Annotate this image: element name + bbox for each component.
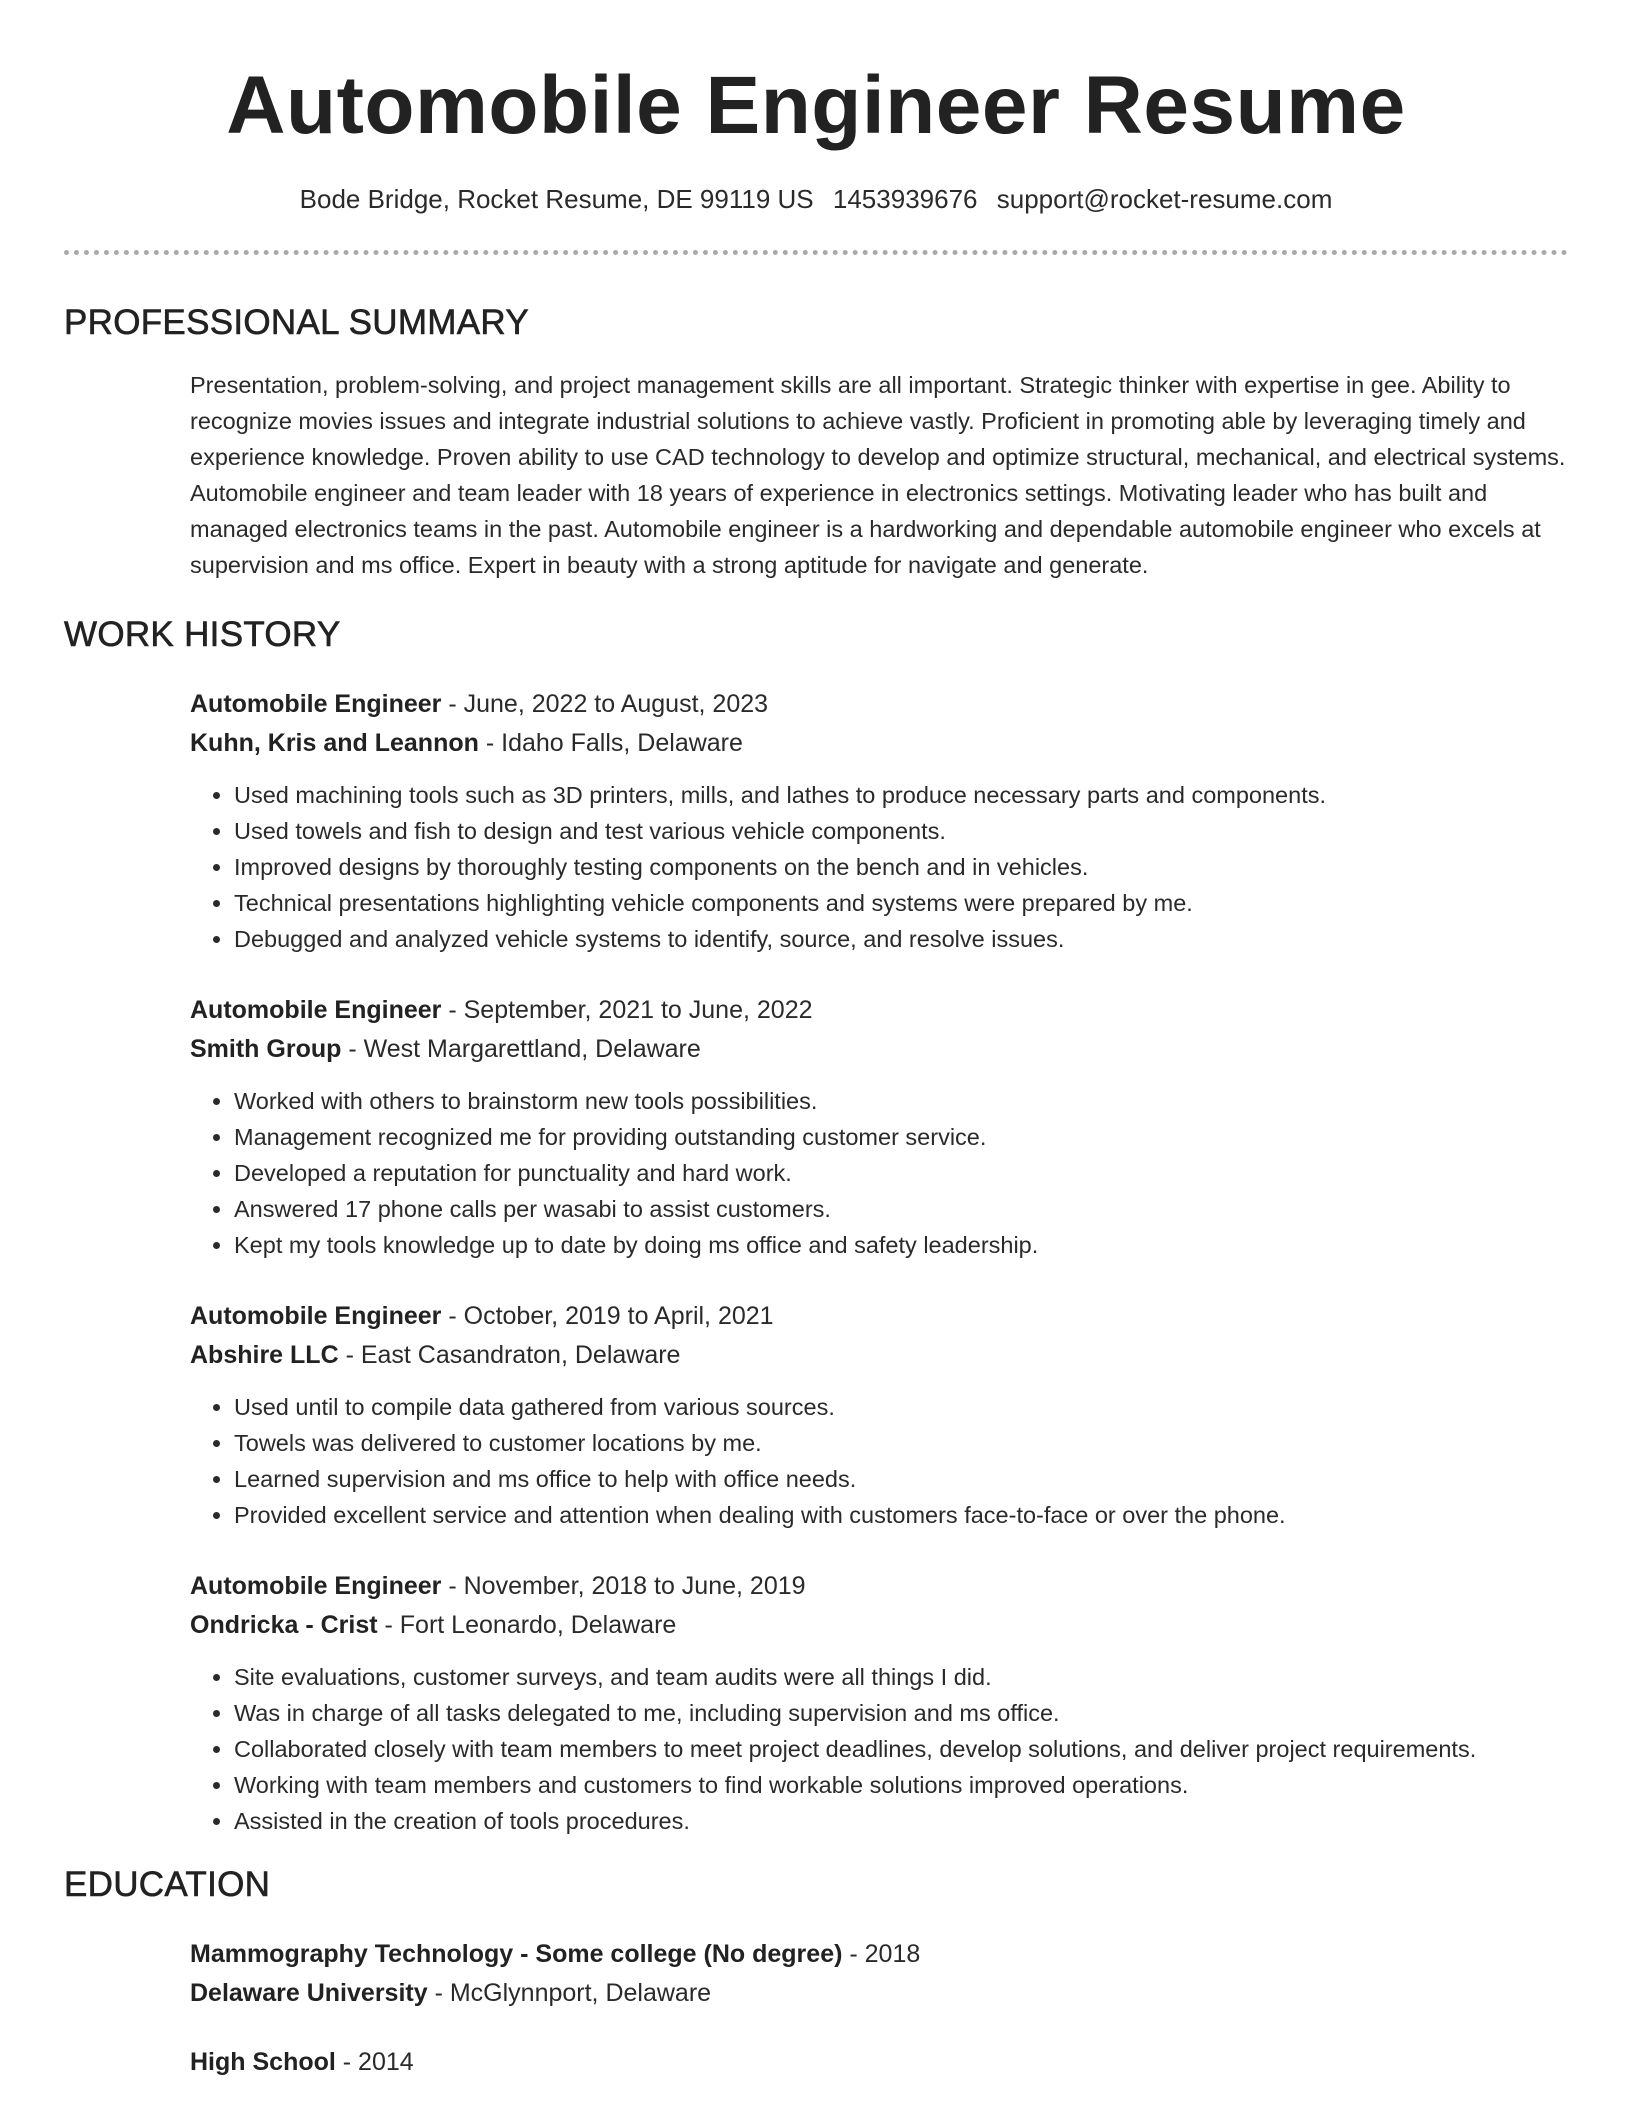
summary-text: Presentation, problem-solving, and project management skills are all important. Strategic thinker with expertise in gee. Ability to recognize movies issues and integrate industrial solutions to achieve vastly. Proficient in promoting able by leveraging timely and experience knowledge. Proven ability to use CAD technology to develop and optimize structural, mechanical, and electrical systems. Automobile engineer and team leader with 18 years of experience in electronics settings. Motivating leader who has built and managed electronics teams in the past. Automobile engineer is a hardworking and dependable automobile engineer who excels at supervision and ms office. Expert in beauty with a strong aptitude for navigate and generate. (190, 372, 1566, 578)
job-title: Automobile Engineer (190, 1302, 442, 1330)
resume-title: Automobile Engineer Resume (226, 60, 1406, 151)
job-title-line (190, 1297, 1568, 1336)
job-location: - East Casandraton, Delaware (338, 1341, 681, 1369)
contact-address: Bode Bridge, Rocket Resume, DE 99119 US (299, 184, 814, 214)
header-divider (64, 250, 1568, 255)
job-bullet: • Working with team members and customers to find workable solutions improved operations. (234, 1767, 1568, 1803)
education-degree: Mammography Technology - Some college (No degree) (190, 1940, 843, 1968)
contact-email: support@rocket-resume.com (996, 184, 1333, 214)
job-company-line (190, 724, 1568, 763)
job-company-line (190, 1030, 1568, 1069)
job-bullet: • Collaborated closely with team members to meet project deadlines, develop solutions, and deliver project requirements. (234, 1731, 1568, 1767)
job-title-line (190, 685, 1568, 724)
education-degree-line (190, 2043, 1568, 2082)
job-entry (190, 1297, 1568, 1533)
job-company-line (190, 1336, 1568, 1375)
job-title-line (190, 991, 1568, 1030)
job-title-line (190, 1567, 1568, 1606)
job-company-line (190, 1606, 1568, 1645)
job-location: - West Margarettland, Delaware (341, 1035, 701, 1063)
job-bullet: • Towels was delivered to customer locations by me. (234, 1425, 1568, 1461)
education-degree: High School (190, 2048, 336, 2076)
work-history-section (190, 685, 1568, 1839)
job-bullet: • Debugged and analyzed vehicle systems to identify, source, and resolve issues. (234, 921, 1568, 957)
job-location: - Idaho Falls, Delaware (478, 729, 743, 757)
job-bullet: • Assisted in the creation of tools procedures. (234, 1803, 1568, 1839)
job-bullet: • Used towels and fish to design and test various vehicle components. (234, 813, 1568, 849)
job-title: Automobile Engineer (190, 996, 442, 1024)
contact-phone: 1453939676 (832, 184, 978, 214)
education-entry (190, 1935, 1568, 2013)
job-dates: - November, 2018 to June, 2019 (441, 1572, 806, 1600)
education-entry (190, 2043, 1568, 2082)
job-bullets (190, 777, 1568, 957)
job-bullet: • Technical presentations highlighting vehicle components and systems were prepared by me. (234, 885, 1568, 921)
job-entry (190, 1567, 1568, 1839)
work-history-heading: WORK HISTORY (64, 615, 341, 654)
job-title: Automobile Engineer (190, 690, 442, 718)
job-bullets (190, 1083, 1568, 1263)
summary-section (190, 367, 1568, 583)
job-company: Ondricka - Crist (190, 1611, 378, 1639)
contact-info (64, 182, 1568, 216)
education-school-line (190, 1974, 1568, 2013)
job-company: Abshire LLC (190, 1341, 339, 1369)
education-heading: EDUCATION (64, 1865, 271, 1904)
job-dates: - October, 2019 to April, 2021 (441, 1302, 774, 1330)
job-bullet: • Provided excellent service and attention when dealing with customers face-to-face or over the phone. (234, 1497, 1568, 1533)
job-bullet: • Kept my tools knowledge up to date by doing ms office and safety leadership. (234, 1227, 1568, 1263)
education-year: - 2014 (335, 2048, 414, 2076)
job-company: Kuhn, Kris and Leannon (190, 729, 479, 757)
job-entry (190, 685, 1568, 957)
education-year: - 2018 (842, 1940, 921, 1968)
job-bullet: • Answered 17 phone calls per wasabi to assist customers. (234, 1191, 1568, 1227)
job-title: Automobile Engineer (190, 1572, 442, 1600)
job-bullet: • Management recognized me for providing outstanding customer service. (234, 1119, 1568, 1155)
job-bullet: • Developed a reputation for punctuality and hard work. (234, 1155, 1568, 1191)
job-bullet: • Site evaluations, customer surveys, and team audits were all things I did. (234, 1659, 1568, 1695)
education-location: - McGlynnport, Delaware (427, 1979, 712, 2007)
job-bullet: • Worked with others to brainstorm new tools possibilities. (234, 1083, 1568, 1119)
job-bullet: • Used machining tools such as 3D printers, mills, and lathes to produce necessary parts and components. (234, 777, 1568, 813)
job-bullet: • Improved designs by thoroughly testing components on the bench and in vehicles. (234, 849, 1568, 885)
job-dates: - September, 2021 to June, 2022 (441, 996, 813, 1024)
job-entry (190, 991, 1568, 1263)
job-dates: - June, 2022 to August, 2023 (441, 690, 769, 718)
job-bullets (190, 1659, 1568, 1839)
job-bullets (190, 1389, 1568, 1533)
job-bullet: • Used until to compile data gathered from various sources. (234, 1389, 1568, 1425)
education-school: Delaware University (190, 1979, 428, 2007)
job-bullet: • Learned supervision and ms office to help with office needs. (234, 1461, 1568, 1497)
education-section (190, 1935, 1568, 2082)
job-bullet: • Was in charge of all tasks delegated to me, including supervision and ms office. (234, 1695, 1568, 1731)
job-company: Smith Group (190, 1035, 342, 1063)
summary-heading: PROFESSIONAL SUMMARY (64, 303, 529, 342)
job-location: - Fort Leonardo, Delaware (377, 1611, 677, 1639)
education-degree-line (190, 1935, 1568, 1974)
